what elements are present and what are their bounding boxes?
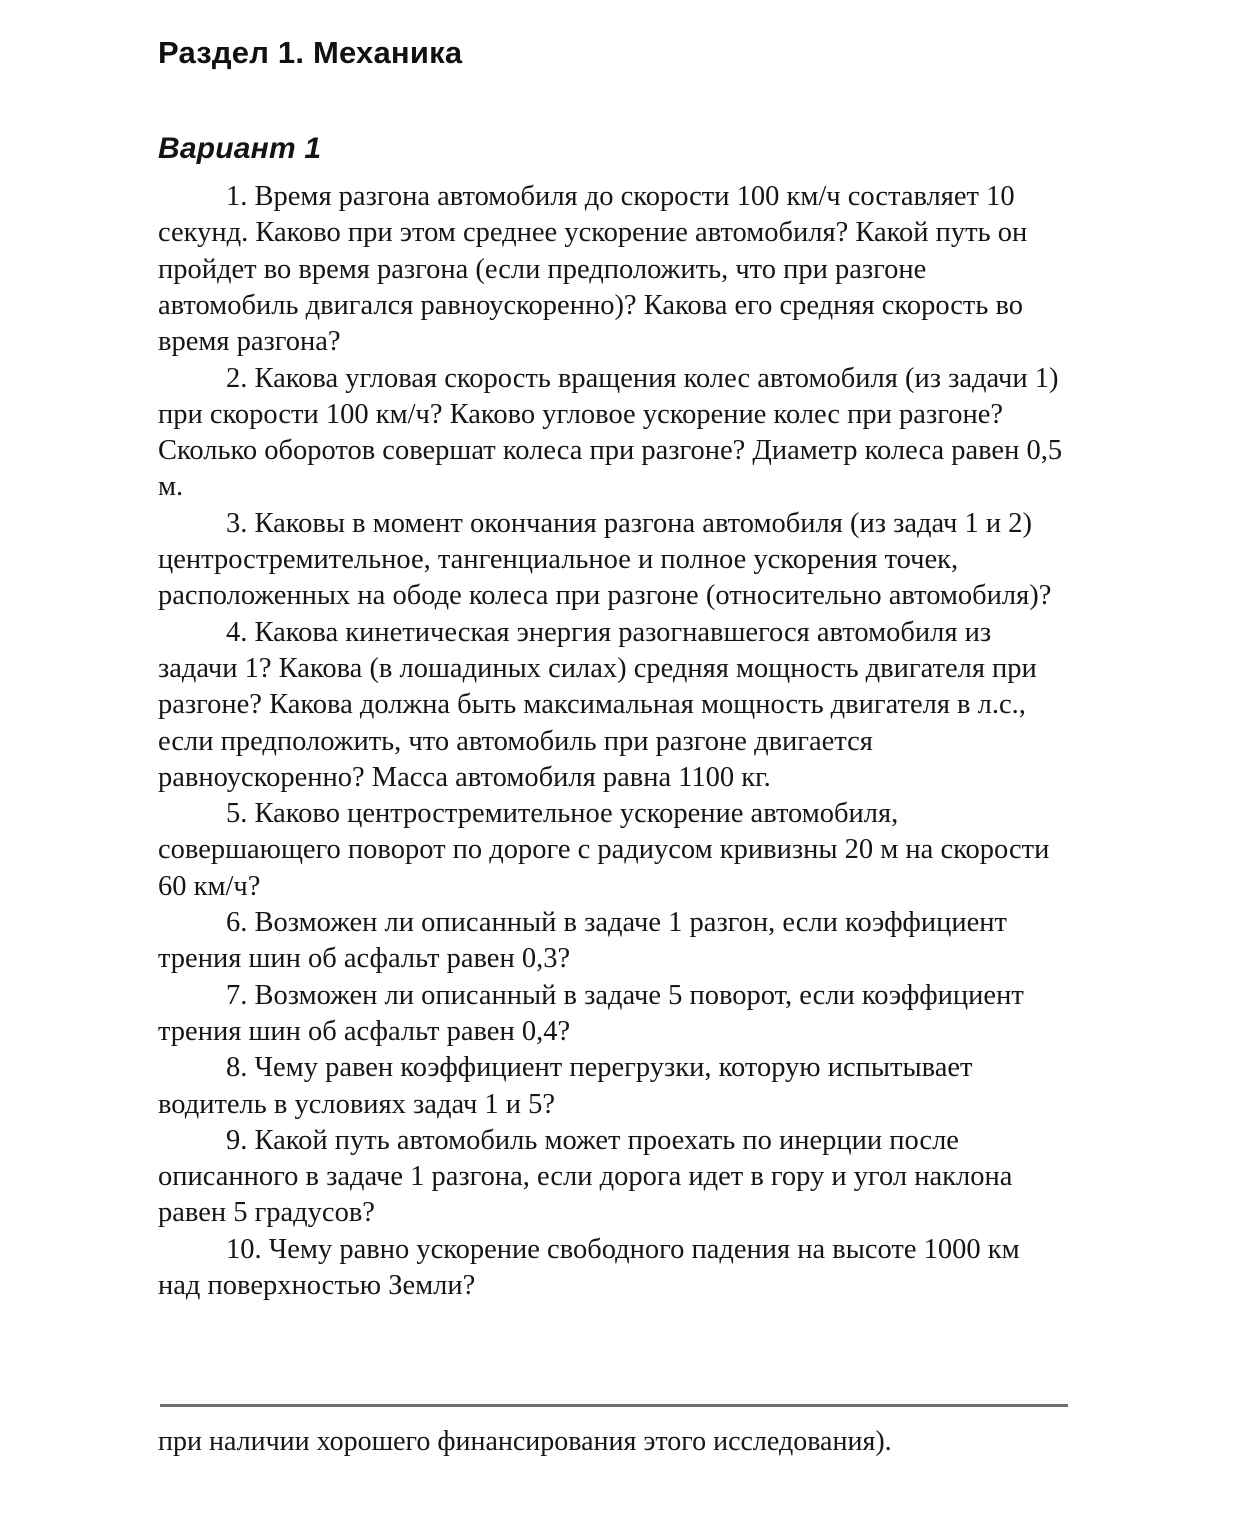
problem-item: 1. Время разгона автомобиля до скорости 100 км/ч составляет 10 секунд. Каково при этом среднее ускорение автомобиля? Какой путь он пройдет во время разгона (если предположить, что при разгоне автомобиль двигался равноускоренно)? Какова его средняя скорость во время разгона? [158,181,1035,358]
footnote-text: при наличии хорошего финансирования этого исследования). [158,1426,892,1457]
variant-heading: Вариант 1 [158,132,322,166]
problem-item: 8. Чему равен коэффициент перегрузки, которую испытывает водитель в условиях задач 1 и 5? [158,1052,980,1120]
problem-item: 4. Какова кинетическая энергия разогнавшегося автомобиля из задачи 1? Какова (в лошадиных силах) средняя мощность двигателя при разгоне? Какова должна быть максимальная мощность двигателя в л.с., если предположить, что автомобиль при разгоне двигается равноускоренно? Масса автомобиля равна 1100 кг. [158,616,1044,793]
problem-item: 3. Каковы в момент окончания разгона автомобиля (из задач 1 и 2) центростремительное, тангенциальное и полное ускорения точек, расположенных на ободе колеса при разгоне (относительно автомобиля)? [158,507,1052,612]
problem-list [158,179,1068,1304]
document-content [158,0,1068,1304]
problem-item: 7. Возможен ли описанный в задаче 5 поворот, если коэффициент трения шин об асфальт равен 0,4? [158,979,1031,1047]
problem-item: 6. Возможен ли описанный в задаче 1 разгон, если коэффициент трения шин об асфальт равен 0,3? [158,907,1015,975]
problem-item: 2. Какова угловая скорость вращения колес автомобиля (из задачи 1) при скорости 100 км/ч? Каково угловое ускорение колес при разгоне? Сколько оборотов совершат колеса при разгоне? Диаметр колеса равен 0,5 м. [158,362,1070,503]
problem-item: 9. Какой путь автомобиль может проехать по инерции после описанного в задаче 1 разгона, если дорога идет в гору и угол наклона равен 5 градусов? [158,1124,1020,1229]
footnote-separator [160,1404,1068,1407]
problem-item: 10. Чему равно ускорение свободного падения на высоте 1000 км над поверхностью Земли? [158,1233,1027,1301]
page-title: Раздел 1. Механика [158,35,463,70]
problem-item: 5. Каково центростремительное ускорение автомобиля, совершающего поворот по дороге с радиусом кривизны 20 м на скорости 60 км/ч? [158,798,1057,902]
